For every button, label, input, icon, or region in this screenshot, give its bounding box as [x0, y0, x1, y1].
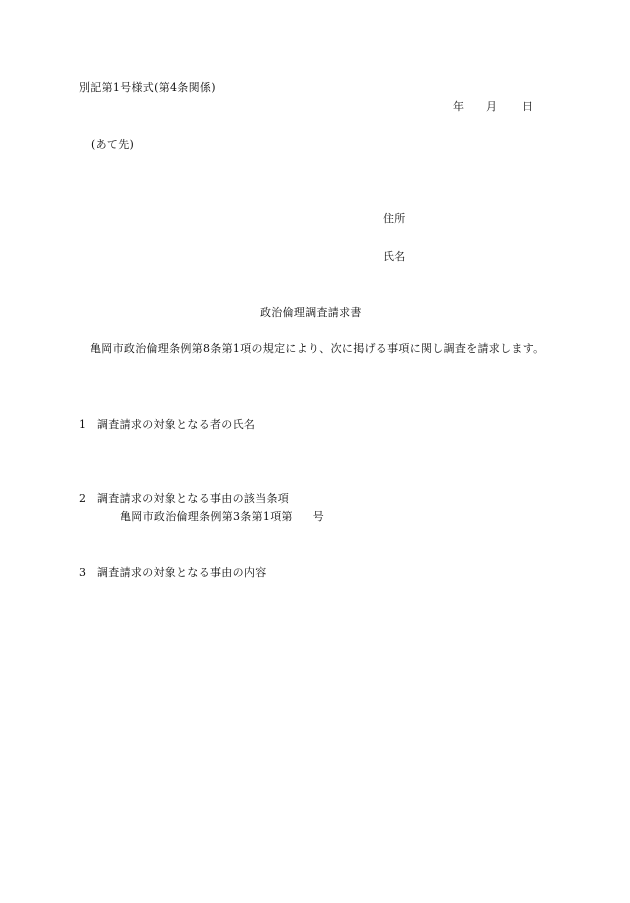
section-number: 3 [79, 566, 87, 579]
date-day-label: 日 [522, 100, 534, 113]
section-3 [79, 566, 267, 580]
clause-prefix: 亀岡市政治倫理条例第3条第1項第 [120, 510, 293, 523]
section-label: 調査請求の対象となる者の氏名 [97, 418, 256, 431]
addressee-label: (あて先) [91, 138, 135, 151]
document-body: 亀岡市政治倫理条例第8条第1項の規定により、次に掲げる事項に関し調査を請求します。 [90, 342, 545, 355]
section-1 [79, 418, 255, 432]
address-label: 住所 [383, 212, 406, 225]
name-label: 氏名 [383, 250, 406, 263]
form-label: 別記第1号様式(第4条関係) [79, 81, 216, 94]
section-label: 調査請求の対象となる事由の該当条項 [97, 492, 290, 505]
clause-suffix: 号 [312, 510, 325, 523]
section-number: 1 [79, 418, 87, 431]
section-label: 調査請求の対象となる事由の内容 [97, 566, 267, 579]
date-year-label: 年 [453, 100, 465, 113]
document-title: 政治倫理調査請求書 [260, 306, 362, 319]
date-month-label: 月 [486, 100, 498, 113]
section-2 [79, 492, 289, 506]
section-number: 2 [79, 492, 87, 505]
section-2-clause [120, 510, 324, 524]
